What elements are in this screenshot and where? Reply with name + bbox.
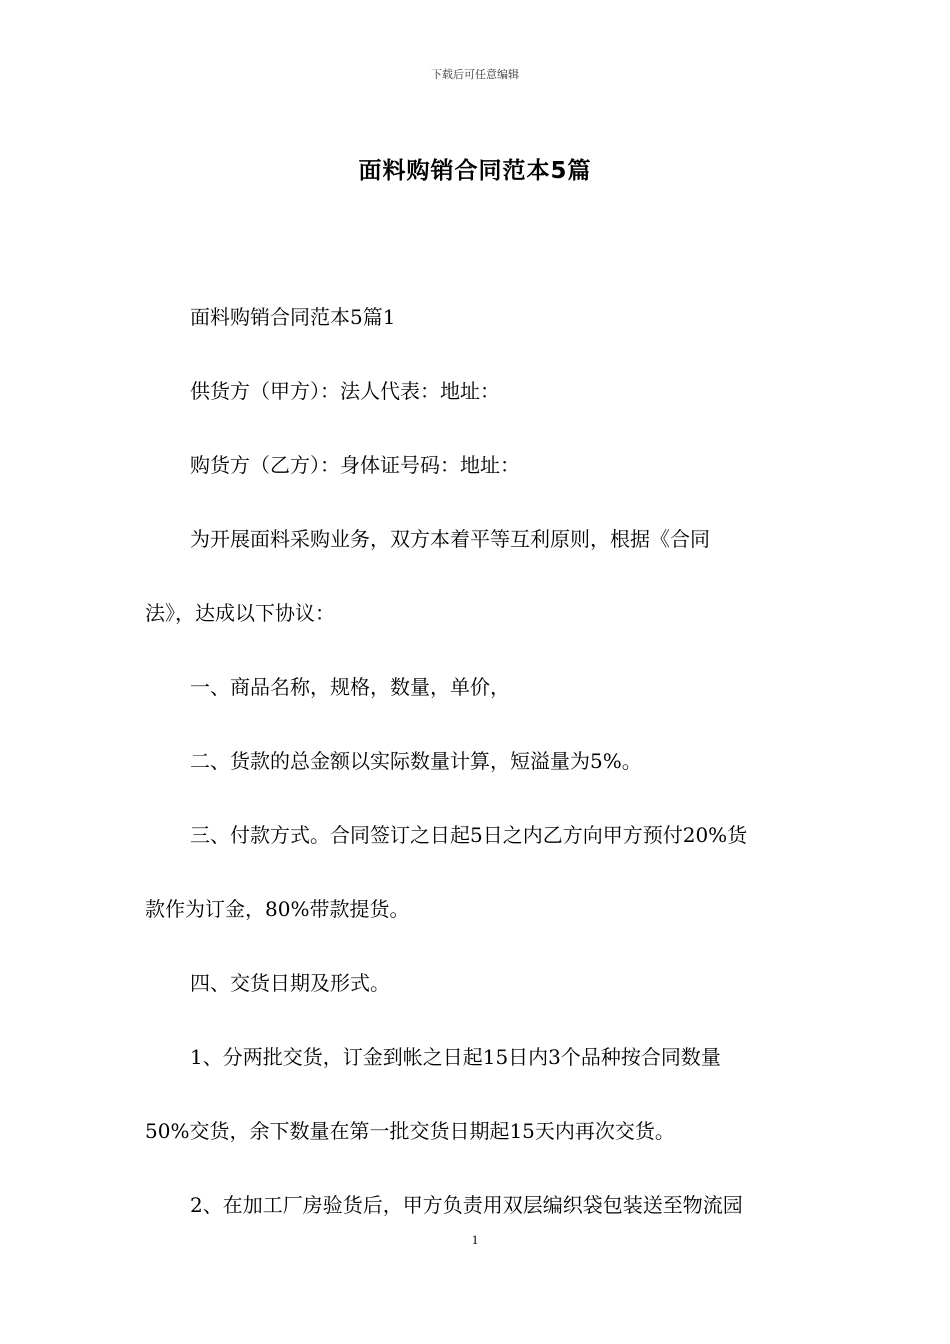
clause-4-item-2-line-1: 2、在加工厂房验货后，甲方负责用双层编织袋包装送至物流园 xyxy=(190,1193,743,1217)
buyer-line: 购货方（乙方）：身体证号码：地址： xyxy=(190,453,520,477)
document-title: 面料购销合同范本5篇 xyxy=(358,158,592,184)
page-number: 1 xyxy=(471,1232,479,1247)
clause-4: 四、交货日期及形式。 xyxy=(190,971,390,995)
clause-2: 二、货款的总金额以实际数量计算，短溢量为5%。 xyxy=(190,749,642,773)
section-heading: 面料购销合同范本5篇1 xyxy=(190,305,396,329)
clause-1: 一、商品名称，规格，数量，单价， xyxy=(190,675,510,699)
clause-3-line-2: 款作为订金，80%带款提货。 xyxy=(145,897,410,921)
preamble-line-2: 法》，达成以下协议： xyxy=(145,601,335,625)
page-header: 下载后可任意编辑 xyxy=(431,68,519,81)
preamble-line-1: 为开展面料采购业务，双方本着平等互利原则，根据《合同 xyxy=(190,527,710,551)
clause-4-item-1-line-1: 1、分两批交货，订金到帐之日起15日内3个品种按合同数量 xyxy=(190,1045,721,1069)
document-body xyxy=(145,280,810,1242)
supplier-line: 供货方（甲方）：法人代表：地址： xyxy=(190,379,500,403)
clause-3-line-1: 三、付款方式。合同签订之日起5日之内乙方向甲方预付20%货 xyxy=(190,823,748,847)
clause-4-item-1-line-2: 50%交货，余下数量在第一批交货日期起15天内再次交货。 xyxy=(145,1119,675,1143)
